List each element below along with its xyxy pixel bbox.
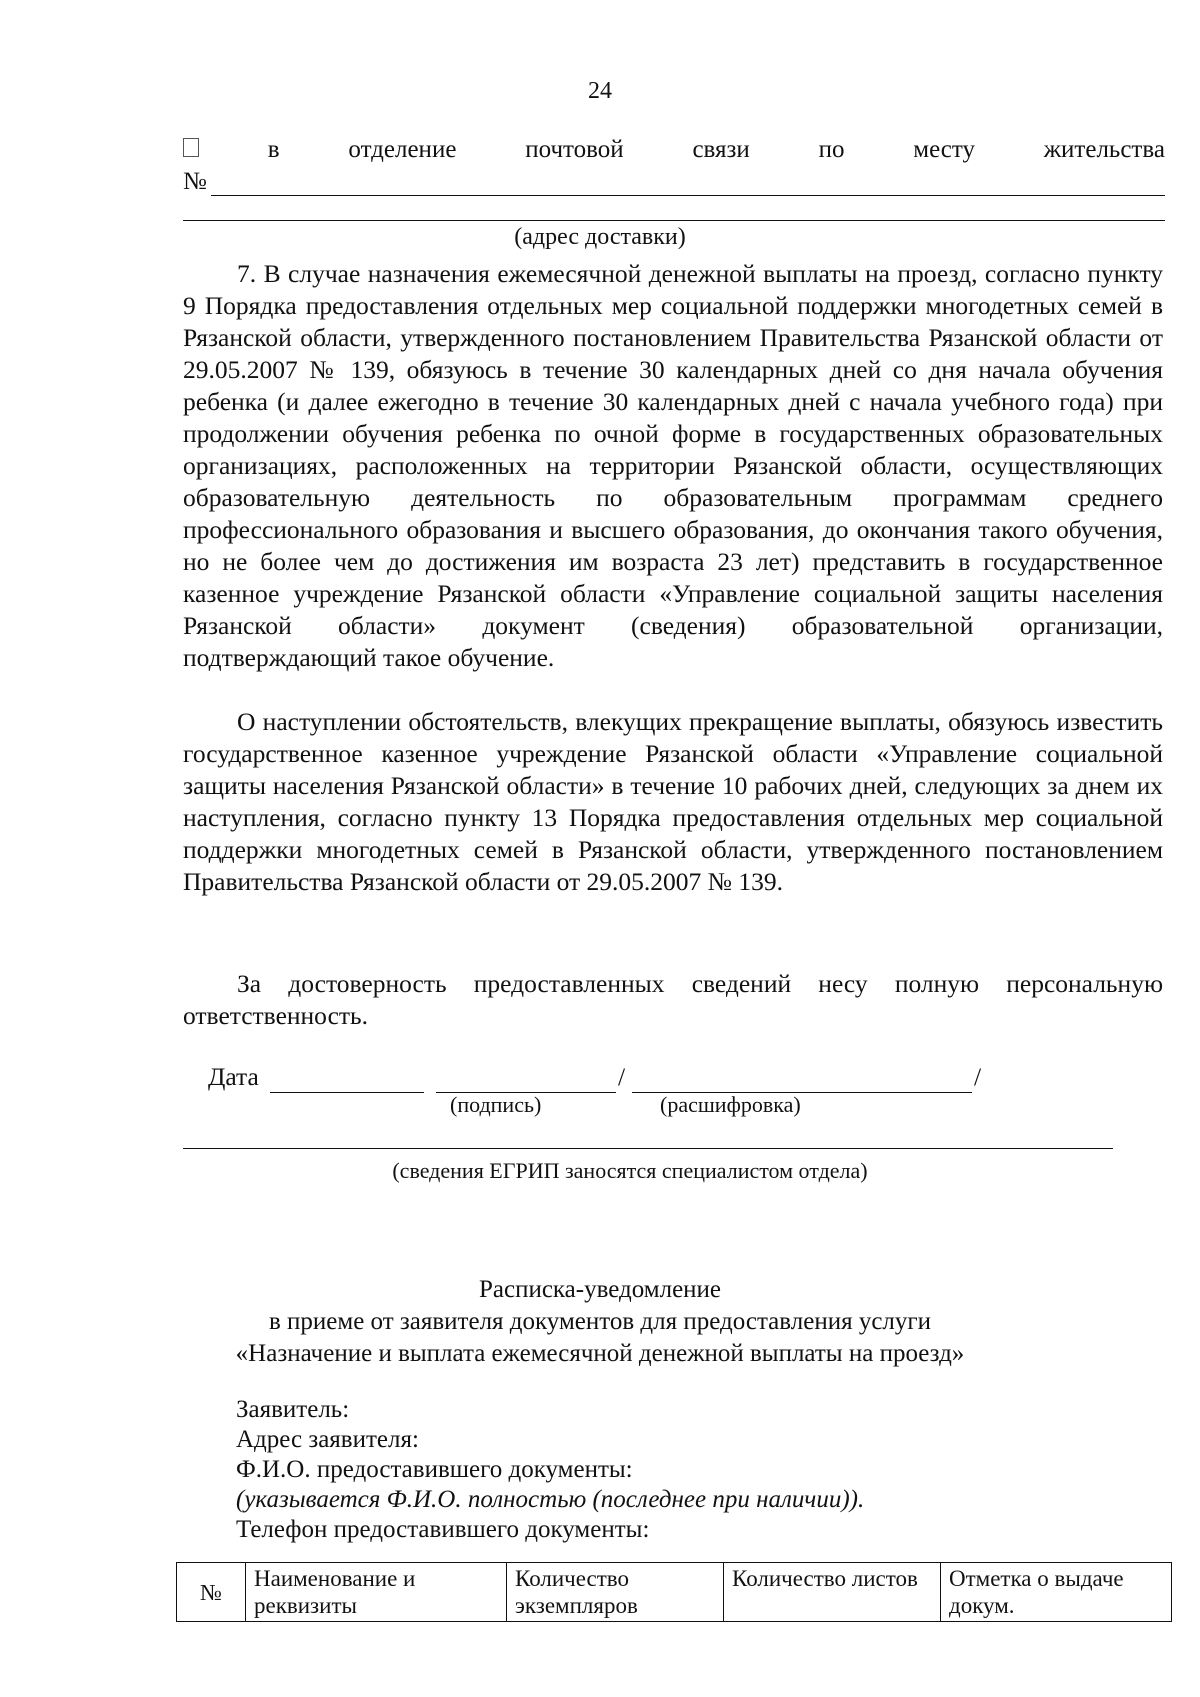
slash-separator: /: [618, 1062, 626, 1091]
page-number: 24: [588, 78, 612, 104]
egrip-caption: (сведения ЕГРИП заносятся специалистом отдела): [392, 1158, 868, 1183]
number-label: №: [183, 168, 207, 195]
date-field-line[interactable]: [270, 1092, 424, 1093]
delivery-word: отделение: [348, 136, 457, 163]
paragraph-notice: О наступлении обстоятельств, влекущих прекращение выплаты, обязуюсь известить государственное казенное учреждение Рязанской области «Управление социальной защиты населения Рязанской области» в течение 10 рабочих дней, следующих за днем их наступления, согласно пункту 13 Порядка предоставления отдельных мер социальной поддержки многодетных семей в Рязанской области, утвержденного постановлением Правительства Рязанской области от 29.05.2007 № 139.: [183, 707, 1163, 896]
delivery-word: по: [818, 136, 845, 163]
table-header-cell: Количество экземпляров: [507, 1563, 724, 1622]
transcript-caption: (расшифровка): [660, 1092, 801, 1117]
submitter-name-hint: (указывается Ф.И.О. полностью (последнее при наличии)).: [236, 1486, 865, 1513]
address-field-line[interactable]: [183, 220, 1165, 221]
table-header-row: [177, 1563, 1172, 1622]
delivery-word: связи: [692, 136, 750, 163]
receipt-title: Расписка-уведомление: [478, 1276, 722, 1303]
signature-caption: (подпись): [450, 1092, 542, 1117]
receipt-subtitle: в приеме от заявителя документов для предоставления услуги: [268, 1308, 932, 1335]
delivery-option-row: [183, 134, 1165, 168]
egrip-field-line[interactable]: [183, 1148, 1113, 1149]
signature-row: [208, 1062, 988, 1098]
applicant-address-label: Адрес заявителя:: [236, 1426, 419, 1453]
paragraph-obligation-7: 7. В случае назначения ежемесячной денежной выплаты на проезд, согласно пункту 9 Порядка предоставления отдельных мер социальной поддержки многодетных семей в Рязанской области, утвержденного постановлением Правительства Рязанской области от 29.05.2007 № 139, обязуюсь в течение 30 календарных дней со дня начала обучения ребенка (и далее ежегодно в течение 30 календарных дней с начала учебного года) при продолжении обучения ребенка по очной форме в государственных образовательных организациях, расположенных на территории Рязанской области, осуществляющих образовательную деятельность по образовательным программам среднего профессионального образования и высшего образования, до окончания такого обучения, но не более чем до достижения им возраста 23 лет) представить в государственное казенное учреждение Рязанской области «Управление социальной защиты населения Рязанской области» документ (сведения) образовательной организации, подтверждающий такое обучение.: [183, 259, 1163, 672]
applicant-label: Заявитель:: [236, 1396, 350, 1423]
date-label: Дата: [208, 1062, 259, 1091]
delivery-word: месту: [913, 136, 975, 163]
table-header-cell: Наименование и реквизиты: [246, 1563, 507, 1622]
number-field-line[interactable]: [211, 173, 1165, 196]
table-header-cell: №: [177, 1563, 246, 1622]
delivery-word: жительства: [1043, 136, 1165, 163]
service-name: «Назначение и выплата ежемесячной денежной выплаты на проезд»: [235, 1340, 965, 1367]
delivery-word: в: [267, 136, 280, 163]
delivery-word: почтовой: [525, 136, 624, 163]
delivery-number-row: [183, 166, 1165, 196]
checkbox-empty-icon[interactable]: [183, 138, 199, 157]
slash-separator: /: [974, 1062, 982, 1091]
address-caption: (адрес доставки): [514, 224, 686, 250]
documents-table: [176, 1562, 1172, 1622]
paragraph-responsibility: За достоверность предоставленных сведений несу полную персональную ответственность.: [183, 969, 1163, 1030]
table-header-cell: Отметка о выдаче докум.: [941, 1563, 1172, 1622]
table-header-cell: Количество листов: [724, 1563, 941, 1622]
submitter-phone-label: Телефон предоставившего документы:: [236, 1516, 650, 1543]
submitter-name-label: Ф.И.О. предоставившего документы:: [236, 1456, 633, 1483]
